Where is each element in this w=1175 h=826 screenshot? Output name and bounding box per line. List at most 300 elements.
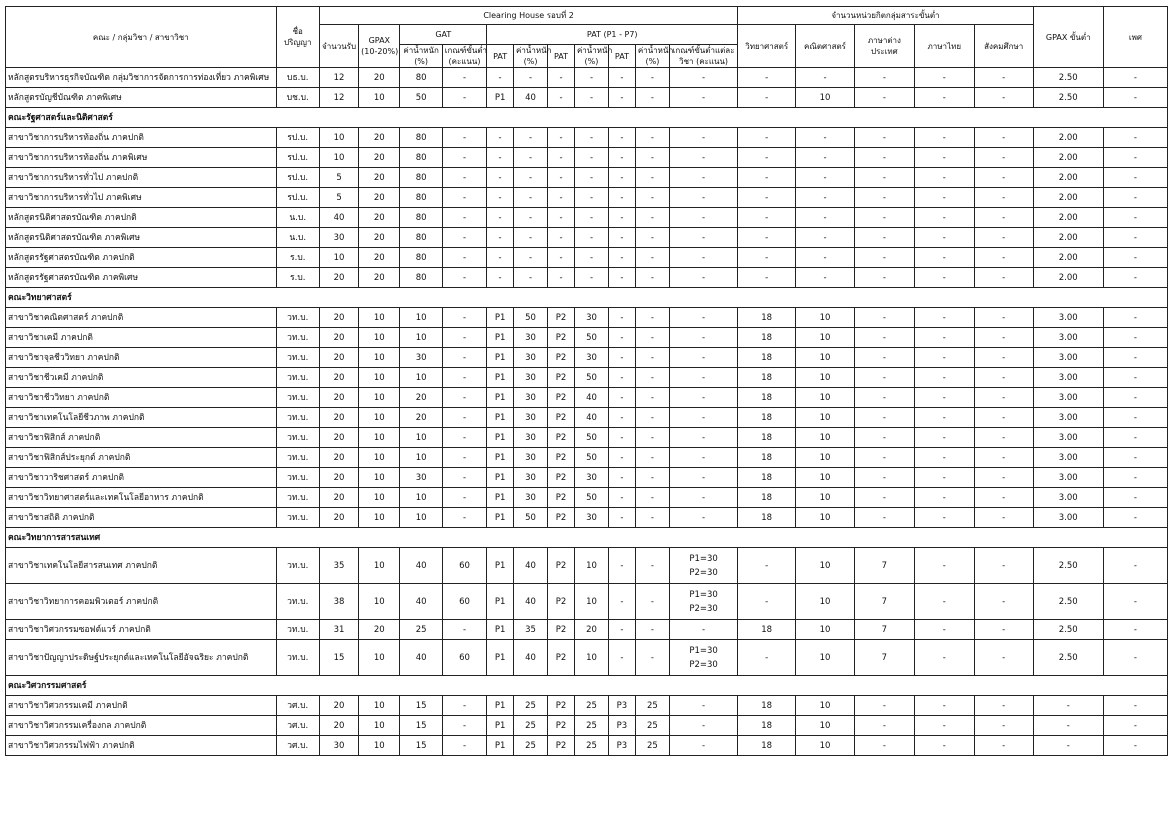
- cell-w3: 25: [635, 716, 669, 736]
- cell-p2: P2: [548, 488, 575, 508]
- cell-p3: -: [609, 208, 636, 228]
- program-name: สาขาวิชาการบริหารท้องถิ่น ภาคปกติ: [6, 128, 277, 148]
- min-per-subject-value: -: [702, 232, 706, 243]
- cell-math: 10: [796, 620, 855, 640]
- cell-gpax: 20: [359, 188, 400, 208]
- program-row: [6, 584, 1168, 620]
- cell-soc: -: [974, 268, 1033, 288]
- cell-w3: -: [635, 508, 669, 528]
- cell-deg: วท.บ.: [276, 308, 319, 328]
- program-row: [6, 448, 1168, 468]
- cell-w3: -: [635, 488, 669, 508]
- cell-p2: P2: [548, 388, 575, 408]
- cell-w1: -: [514, 128, 548, 148]
- cell-p3: -: [609, 620, 636, 640]
- cell-sci: 18: [738, 408, 796, 428]
- cell-w3: -: [635, 68, 669, 88]
- cell-gat_min: -: [442, 188, 486, 208]
- cell-w1: 30: [514, 368, 548, 388]
- cell-math: 10: [796, 428, 855, 448]
- cell-thai: -: [914, 428, 974, 448]
- cell-for: -: [854, 408, 914, 428]
- min-per-subject-value: -: [702, 492, 706, 503]
- cell-soc: -: [974, 736, 1033, 756]
- cell-w2: 25: [574, 696, 608, 716]
- cell-gmin: 3.00: [1033, 388, 1103, 408]
- cell-for: -: [854, 268, 914, 288]
- cell-gat_min: -: [442, 308, 486, 328]
- cell-p1: P1: [487, 388, 514, 408]
- cell-count: 5: [319, 168, 358, 188]
- cell-p1: P1: [487, 696, 514, 716]
- cell-sci: -: [738, 188, 796, 208]
- cell-count: 35: [319, 548, 358, 584]
- cell-gpax: 10: [359, 408, 400, 428]
- cell-count: 12: [319, 68, 358, 88]
- cell-gmin: 3.00: [1033, 328, 1103, 348]
- program-row: [6, 328, 1168, 348]
- cell-deg: วท.บ.: [276, 468, 319, 488]
- cell-min-per-subject: [669, 148, 737, 168]
- cell-gmin: 3.00: [1033, 408, 1103, 428]
- cell-p3: -: [609, 428, 636, 448]
- cell-gpax: 10: [359, 88, 400, 108]
- cell-gat_min: 60: [442, 640, 486, 676]
- cell-gpax: 20: [359, 268, 400, 288]
- cell-sci: -: [738, 584, 796, 620]
- program-name: สาขาวิชาวิศวกรรมไฟฟ้า ภาคปกติ: [6, 736, 277, 756]
- cell-for: -: [854, 428, 914, 448]
- cell-p3: -: [609, 584, 636, 620]
- cell-w2: 30: [574, 348, 608, 368]
- cell-gpax: 20: [359, 168, 400, 188]
- cell-sex: -: [1103, 128, 1167, 148]
- cell-for: -: [854, 388, 914, 408]
- min-per-subject-value: -: [702, 472, 706, 483]
- cell-min-per-subject: [669, 268, 737, 288]
- cell-soc: -: [974, 188, 1033, 208]
- cell-soc: -: [974, 548, 1033, 584]
- program-row: [6, 548, 1168, 584]
- cell-w1: 30: [514, 428, 548, 448]
- header-sex: เพศ: [1103, 7, 1167, 68]
- cell-math: 10: [796, 308, 855, 328]
- cell-p1: -: [487, 148, 514, 168]
- cell-gat_min: -: [442, 736, 486, 756]
- cell-math: -: [796, 208, 855, 228]
- cell-sci: -: [738, 208, 796, 228]
- cell-count: 10: [319, 148, 358, 168]
- header-clearing-house: Clearing House รอบที่ 2: [319, 7, 737, 25]
- cell-sci: 18: [738, 468, 796, 488]
- min-per-subject-value: -: [702, 352, 706, 363]
- cell-p1: P1: [487, 640, 514, 676]
- cell-gpax: 10: [359, 716, 400, 736]
- program-row: [6, 268, 1168, 288]
- cell-gpax: 10: [359, 696, 400, 716]
- cell-sci: -: [738, 88, 796, 108]
- cell-p2: P2: [548, 716, 575, 736]
- min-per-subject-value: -: [702, 720, 706, 731]
- cell-math: 10: [796, 88, 855, 108]
- cell-deg: บช.บ.: [276, 88, 319, 108]
- cell-math: 10: [796, 508, 855, 528]
- cell-gpax: 10: [359, 428, 400, 448]
- cell-for: 7: [854, 640, 914, 676]
- cell-p1: -: [487, 208, 514, 228]
- program-name: สาขาวิชาชีววิทยา ภาคปกติ: [6, 388, 277, 408]
- header-science: วิทยาศาสตร์: [738, 25, 796, 68]
- cell-gat_min: -: [442, 168, 486, 188]
- cell-gat_min: -: [442, 88, 486, 108]
- faculty-section-title: คณะวิทยาศาสตร์: [6, 288, 1168, 308]
- cell-gat_w: 40: [400, 584, 442, 620]
- cell-gat_min: -: [442, 228, 486, 248]
- cell-w2: 50: [574, 488, 608, 508]
- cell-gat_min: -: [442, 448, 486, 468]
- faculty-section-title: คณะวิศวกรรมศาสตร์: [6, 676, 1168, 696]
- cell-sci: -: [738, 548, 796, 584]
- cell-soc: -: [974, 508, 1033, 528]
- cell-p1: -: [487, 168, 514, 188]
- cell-p3: -: [609, 488, 636, 508]
- cell-thai: -: [914, 468, 974, 488]
- cell-p2: P2: [548, 468, 575, 488]
- program-name: สาขาวิชาวิทยาศาสตร์และเทคโนโลยีอาหาร ภาคปกติ: [6, 488, 277, 508]
- cell-soc: -: [974, 488, 1033, 508]
- min-per-subject-value: -: [702, 172, 706, 183]
- cell-gmin: 2.00: [1033, 168, 1103, 188]
- cell-w3: 25: [635, 696, 669, 716]
- cell-math: 10: [796, 468, 855, 488]
- min-per-subject-value: P1=30: [689, 553, 718, 564]
- cell-min-per-subject: [669, 548, 737, 584]
- cell-p3: -: [609, 468, 636, 488]
- program-row: [6, 696, 1168, 716]
- cell-gat_min: -: [442, 620, 486, 640]
- cell-math: 10: [796, 716, 855, 736]
- cell-soc: -: [974, 640, 1033, 676]
- cell-gpax: 10: [359, 640, 400, 676]
- cell-w3: -: [635, 268, 669, 288]
- faculty-section-title: คณะรัฐศาสตร์และนิติศาสตร์: [6, 108, 1168, 128]
- program-row: [6, 716, 1168, 736]
- cell-math: 10: [796, 696, 855, 716]
- cell-p2: P2: [548, 348, 575, 368]
- cell-sci: 18: [738, 696, 796, 716]
- cell-w3: -: [635, 308, 669, 328]
- cell-math: 10: [796, 488, 855, 508]
- cell-p1: P1: [487, 584, 514, 620]
- min-per-subject-value: -: [702, 624, 706, 635]
- cell-p1: P1: [487, 368, 514, 388]
- program-row: [6, 228, 1168, 248]
- cell-min-per-subject: [669, 68, 737, 88]
- cell-p2: P2: [548, 368, 575, 388]
- cell-gmin: 3.00: [1033, 348, 1103, 368]
- cell-w1: 30: [514, 488, 548, 508]
- cell-w3: -: [635, 168, 669, 188]
- cell-gat_w: 80: [400, 188, 442, 208]
- cell-count: 40: [319, 208, 358, 228]
- cell-deg: วท.บ.: [276, 408, 319, 428]
- cell-p3: -: [609, 168, 636, 188]
- cell-math: -: [796, 268, 855, 288]
- program-row: [6, 308, 1168, 328]
- program-name: สาขาวิชาการบริหารท้องถิ่น ภาคพิเศษ: [6, 148, 277, 168]
- min-per-subject-value: P2=30: [689, 603, 718, 614]
- cell-soc: -: [974, 696, 1033, 716]
- min-per-subject-value: -: [702, 152, 706, 163]
- cell-w1: -: [514, 208, 548, 228]
- cell-for: -: [854, 348, 914, 368]
- cell-sex: -: [1103, 168, 1167, 188]
- program-name: หลักสูตรบัญชีบัณฑิต ภาคพิเศษ: [6, 88, 277, 108]
- cell-p2: P2: [548, 620, 575, 640]
- min-per-subject-value: -: [702, 312, 706, 323]
- cell-p3: -: [609, 308, 636, 328]
- cell-sex: -: [1103, 308, 1167, 328]
- header-pat-3-weight: ค่าน้ำหนัก (%): [635, 45, 669, 68]
- program-name: สาขาวิชาเทคโนโลยีชีวภาพ ภาคปกติ: [6, 408, 277, 428]
- cell-p1: P1: [487, 88, 514, 108]
- cell-w3: -: [635, 468, 669, 488]
- cell-thai: -: [914, 696, 974, 716]
- cell-p2: -: [548, 168, 575, 188]
- cell-w3: 25: [635, 736, 669, 756]
- cell-count: 31: [319, 620, 358, 640]
- min-per-subject-value: -: [702, 212, 706, 223]
- cell-count: 12: [319, 88, 358, 108]
- cell-sci: 18: [738, 388, 796, 408]
- cell-gmin: 3.00: [1033, 488, 1103, 508]
- cell-gat_min: -: [442, 408, 486, 428]
- cell-w2: 10: [574, 548, 608, 584]
- cell-p3: P3: [609, 716, 636, 736]
- cell-min-per-subject: [669, 716, 737, 736]
- cell-math: 10: [796, 584, 855, 620]
- cell-gmin: 3.00: [1033, 468, 1103, 488]
- program-name: สาขาวิชาวิศวกรรมเคมี ภาคปกติ: [6, 696, 277, 716]
- cell-deg: วศ.บ.: [276, 736, 319, 756]
- cell-sex: -: [1103, 368, 1167, 388]
- program-name: สาขาวิชาฟิสิกส์ประยุกต์ ภาคปกติ: [6, 448, 277, 468]
- cell-for: -: [854, 88, 914, 108]
- cell-thai: -: [914, 448, 974, 468]
- cell-w2: 50: [574, 448, 608, 468]
- cell-p1: -: [487, 188, 514, 208]
- cell-p3: -: [609, 88, 636, 108]
- cell-sci: -: [738, 248, 796, 268]
- header-gpax-min: GPAX ขั้นต่ำ: [1033, 7, 1103, 68]
- cell-thai: -: [914, 188, 974, 208]
- cell-w2: 30: [574, 508, 608, 528]
- cell-sex: -: [1103, 696, 1167, 716]
- cell-p3: -: [609, 448, 636, 468]
- cell-sci: 18: [738, 736, 796, 756]
- cell-gat_w: 80: [400, 128, 442, 148]
- cell-sci: -: [738, 68, 796, 88]
- program-name: สาขาวิชาฟิสิกส์ ภาคปกติ: [6, 428, 277, 448]
- cell-w1: 50: [514, 508, 548, 528]
- cell-w1: 40: [514, 584, 548, 620]
- cell-gat_w: 25: [400, 620, 442, 640]
- cell-p3: -: [609, 188, 636, 208]
- cell-gat_w: 20: [400, 408, 442, 428]
- program-name: สาขาวิชาวิศวกรรมซอฟต์แวร์ ภาคปกติ: [6, 620, 277, 640]
- cell-p2: -: [548, 128, 575, 148]
- cell-gmin: 2.00: [1033, 248, 1103, 268]
- cell-w2: -: [574, 248, 608, 268]
- cell-sex: -: [1103, 488, 1167, 508]
- cell-math: -: [796, 168, 855, 188]
- program-name: สาขาวิชาสถิติ ภาคปกติ: [6, 508, 277, 528]
- cell-count: 30: [319, 228, 358, 248]
- cell-min-per-subject: [669, 128, 737, 148]
- cell-p1: P1: [487, 488, 514, 508]
- cell-p2: P2: [548, 548, 575, 584]
- cell-min-per-subject: [669, 428, 737, 448]
- cell-count: 20: [319, 716, 358, 736]
- cell-soc: -: [974, 716, 1033, 736]
- header-pat-3: PAT: [609, 45, 636, 68]
- cell-thai: -: [914, 408, 974, 428]
- cell-count: 20: [319, 328, 358, 348]
- cell-count: 20: [319, 368, 358, 388]
- cell-p1: P1: [487, 408, 514, 428]
- admission-criteria-table: [5, 6, 1168, 756]
- cell-for: -: [854, 468, 914, 488]
- cell-gmin: -: [1033, 696, 1103, 716]
- program-name: สาขาวิชาคณิตศาสตร์ ภาคปกติ: [6, 308, 277, 328]
- cell-deg: บธ.บ.: [276, 68, 319, 88]
- cell-soc: -: [974, 168, 1033, 188]
- cell-p3: -: [609, 228, 636, 248]
- cell-gpax: 20: [359, 68, 400, 88]
- cell-w1: -: [514, 148, 548, 168]
- cell-w3: -: [635, 148, 669, 168]
- header-pat-2: PAT: [548, 45, 575, 68]
- cell-sex: -: [1103, 584, 1167, 620]
- cell-min-per-subject: [669, 228, 737, 248]
- cell-thai: -: [914, 268, 974, 288]
- cell-sci: 18: [738, 508, 796, 528]
- cell-p3: -: [609, 268, 636, 288]
- cell-min-per-subject: [669, 208, 737, 228]
- cell-deg: วท.บ.: [276, 428, 319, 448]
- cell-gat_w: 80: [400, 248, 442, 268]
- cell-count: 15: [319, 640, 358, 676]
- program-name: สาขาวิชาวาริชศาสตร์ ภาคปกติ: [6, 468, 277, 488]
- cell-w3: -: [635, 228, 669, 248]
- program-row: [6, 348, 1168, 368]
- cell-gmin: 2.50: [1033, 548, 1103, 584]
- header-count: จำนวนรับ: [319, 25, 358, 68]
- cell-p2: -: [548, 68, 575, 88]
- cell-gpax: 20: [359, 228, 400, 248]
- program-row: [6, 168, 1168, 188]
- cell-sex: -: [1103, 388, 1167, 408]
- cell-p2: -: [548, 248, 575, 268]
- cell-p2: P2: [548, 408, 575, 428]
- cell-p2: -: [548, 188, 575, 208]
- cell-count: 20: [319, 408, 358, 428]
- cell-thai: -: [914, 148, 974, 168]
- cell-w2: 10: [574, 584, 608, 620]
- cell-gmin: 2.50: [1033, 88, 1103, 108]
- cell-deg: ร.บ.: [276, 268, 319, 288]
- cell-p1: P1: [487, 308, 514, 328]
- cell-gmin: 2.00: [1033, 148, 1103, 168]
- cell-w2: 40: [574, 408, 608, 428]
- header-foreign: ภาษาต่าง ประเทศ: [854, 25, 914, 68]
- cell-w3: -: [635, 584, 669, 620]
- cell-p1: P1: [487, 508, 514, 528]
- program-row: [6, 428, 1168, 448]
- program-row: [6, 88, 1168, 108]
- cell-w1: 25: [514, 696, 548, 716]
- cell-soc: -: [974, 468, 1033, 488]
- cell-for: -: [854, 328, 914, 348]
- cell-w2: -: [574, 228, 608, 248]
- cell-math: -: [796, 228, 855, 248]
- min-per-subject-value: -: [702, 132, 706, 143]
- cell-w2: -: [574, 268, 608, 288]
- cell-thai: -: [914, 308, 974, 328]
- cell-p2: P2: [548, 696, 575, 716]
- cell-gat_w: 30: [400, 468, 442, 488]
- cell-thai: -: [914, 88, 974, 108]
- cell-p3: -: [609, 68, 636, 88]
- program-row: [6, 408, 1168, 428]
- cell-p2: -: [548, 148, 575, 168]
- cell-gat_min: -: [442, 68, 486, 88]
- cell-soc: -: [974, 148, 1033, 168]
- min-per-subject-value: -: [702, 252, 706, 263]
- cell-gat_min: -: [442, 208, 486, 228]
- cell-w2: 50: [574, 428, 608, 448]
- cell-sex: -: [1103, 88, 1167, 108]
- cell-for: -: [854, 368, 914, 388]
- min-per-subject-value: -: [702, 700, 706, 711]
- cell-p1: -: [487, 248, 514, 268]
- cell-p2: P2: [548, 448, 575, 468]
- cell-w1: -: [514, 168, 548, 188]
- cell-gat_w: 10: [400, 328, 442, 348]
- cell-sci: 18: [738, 488, 796, 508]
- cell-w2: 25: [574, 736, 608, 756]
- cell-count: 20: [319, 508, 358, 528]
- cell-for: -: [854, 188, 914, 208]
- cell-gat_w: 80: [400, 68, 442, 88]
- cell-p3: -: [609, 548, 636, 584]
- cell-sex: -: [1103, 68, 1167, 88]
- cell-math: 10: [796, 368, 855, 388]
- cell-soc: -: [974, 68, 1033, 88]
- cell-soc: -: [974, 348, 1033, 368]
- cell-deg: วท.บ.: [276, 488, 319, 508]
- cell-gat_min: -: [442, 488, 486, 508]
- program-name: สาขาวิชาเทคโนโลยีสารสนเทศ ภาคปกติ: [6, 548, 277, 584]
- cell-w3: -: [635, 548, 669, 584]
- program-name: สาขาวิชาเคมี ภาคปกติ: [6, 328, 277, 348]
- header-pat-group: PAT (P1 - P7): [487, 25, 738, 45]
- cell-p1: P1: [487, 448, 514, 468]
- cell-thai: -: [914, 68, 974, 88]
- cell-min-per-subject: [669, 328, 737, 348]
- cell-for: -: [854, 448, 914, 468]
- cell-w2: 30: [574, 468, 608, 488]
